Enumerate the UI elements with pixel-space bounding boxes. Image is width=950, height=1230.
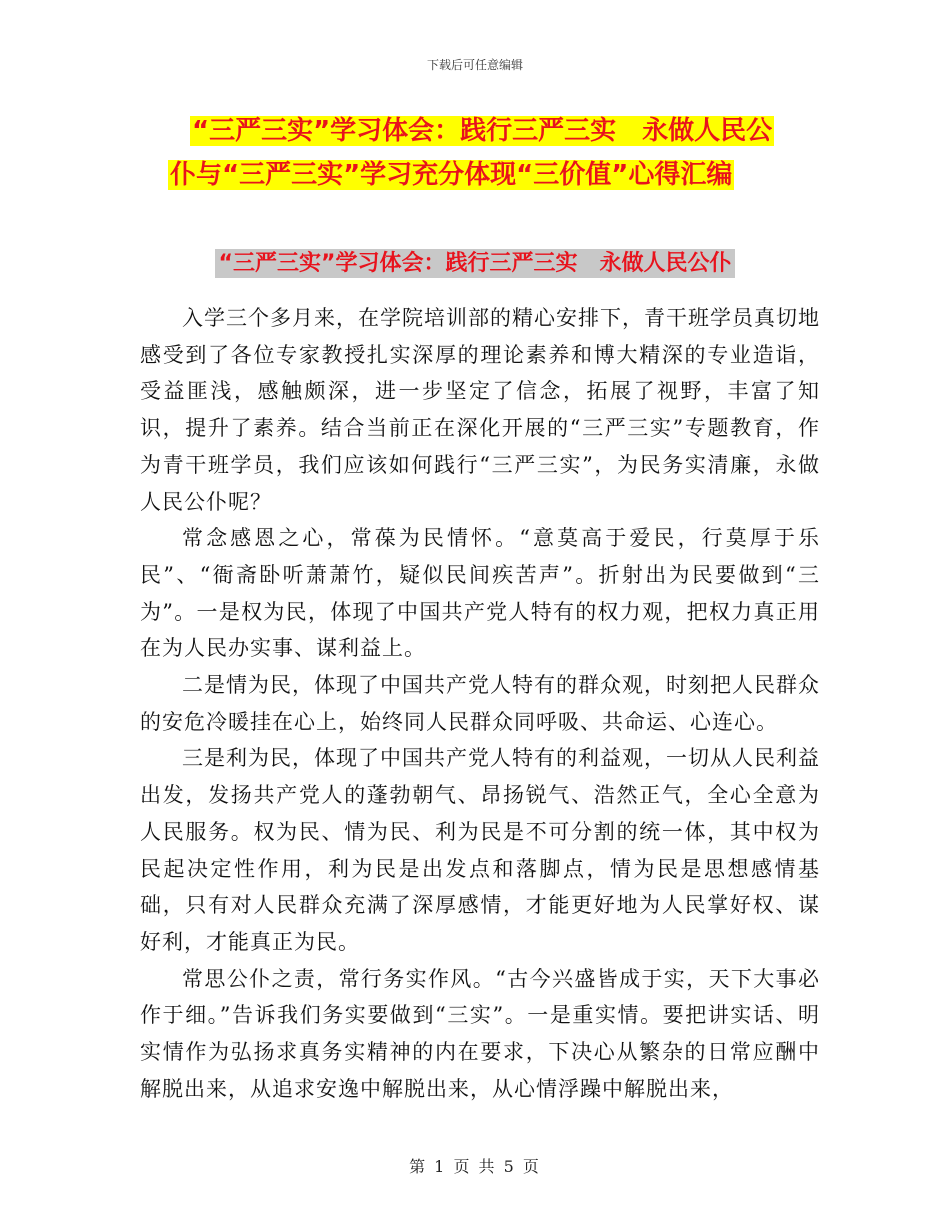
- paragraph: 二是情为民，体现了中国共产党人特有的群众观，时刻把人民群众的安危冷暖挂在心上，始终同人民群众同呼吸、共命运、心连心。: [140, 673, 820, 734]
- page-footer: 第 1 页 共 5 页: [409, 1157, 541, 1176]
- paragraph: 常思公仆之责，常行务实作风。“古今兴盛皆成于实，天下大事必作于细。”告诉我们务实要做到“三实”。一是重实情。要把讲实话、明实情作为弘扬求真务实精神的内在要求，下决心从繁杂的日常应酬中解脱出来，从追求安逸中解脱出来，从心情浮躁中解脱出来，: [140, 966, 820, 1101]
- title-line-1-text: “三严三实”学习体会：践行三严三实 永做人民公: [192, 116, 773, 146]
- title-line-2: [140, 155, 848, 195]
- paragraph: 入学三个多月来，在学院培训部的精心安排下，青干班学员真切地感受到了各位专家教授扎实深厚的理论素养和博大精深的专业造诣，受益匪浅，感触颇深，进一步坚定了信念，拓展了视野，丰富了知识，提升了素养。结合当前正在深化开展的“三严三实”专题教育，作为青干班学员，我们应该如何践行“三严三实”，为民务实清廉，永做人民公仆呢？: [140, 306, 820, 514]
- section-title-text: “三严三实”学习体会：践行三严三实 永做人民公仆: [215, 249, 736, 278]
- header-note: 下载后可任意编辑: [426, 58, 523, 72]
- paragraph: 三是利为民，体现了中国共产党人特有的利益观，一切从人民利益出发，发扬共产党人的蓬勃朝气、昂扬锐气、浩然正气，全心全意为人民服务。权为民、情为民、利为民是不可分割的统一体，其中权为民起决定性作用，利为民是出发点和落脚点，情为民是思想感情基础，只有对人民群众充满了深厚感情，才能更好地为人民掌好权、谋好利，才能真正为民。: [140, 746, 820, 954]
- title-line-2-text: 仆与“三严三实”学习充分体现“三价值”心得汇编: [170, 160, 733, 190]
- paragraph: 常念感恩之心，常葆为民情怀。“意莫高于爱民，行莫厚于乐民”、“衙斋卧听萧萧竹，疑似民间疾苦声”。折射出为民要做到“三为”。一是权为民，体现了中国共产党人特有的权力观，把权力真正用在为人民办实事、谋利益上。: [140, 526, 820, 661]
- body-text: [140, 300, 820, 1107]
- title-line-1: [140, 111, 870, 151]
- section-title: [0, 246, 950, 277]
